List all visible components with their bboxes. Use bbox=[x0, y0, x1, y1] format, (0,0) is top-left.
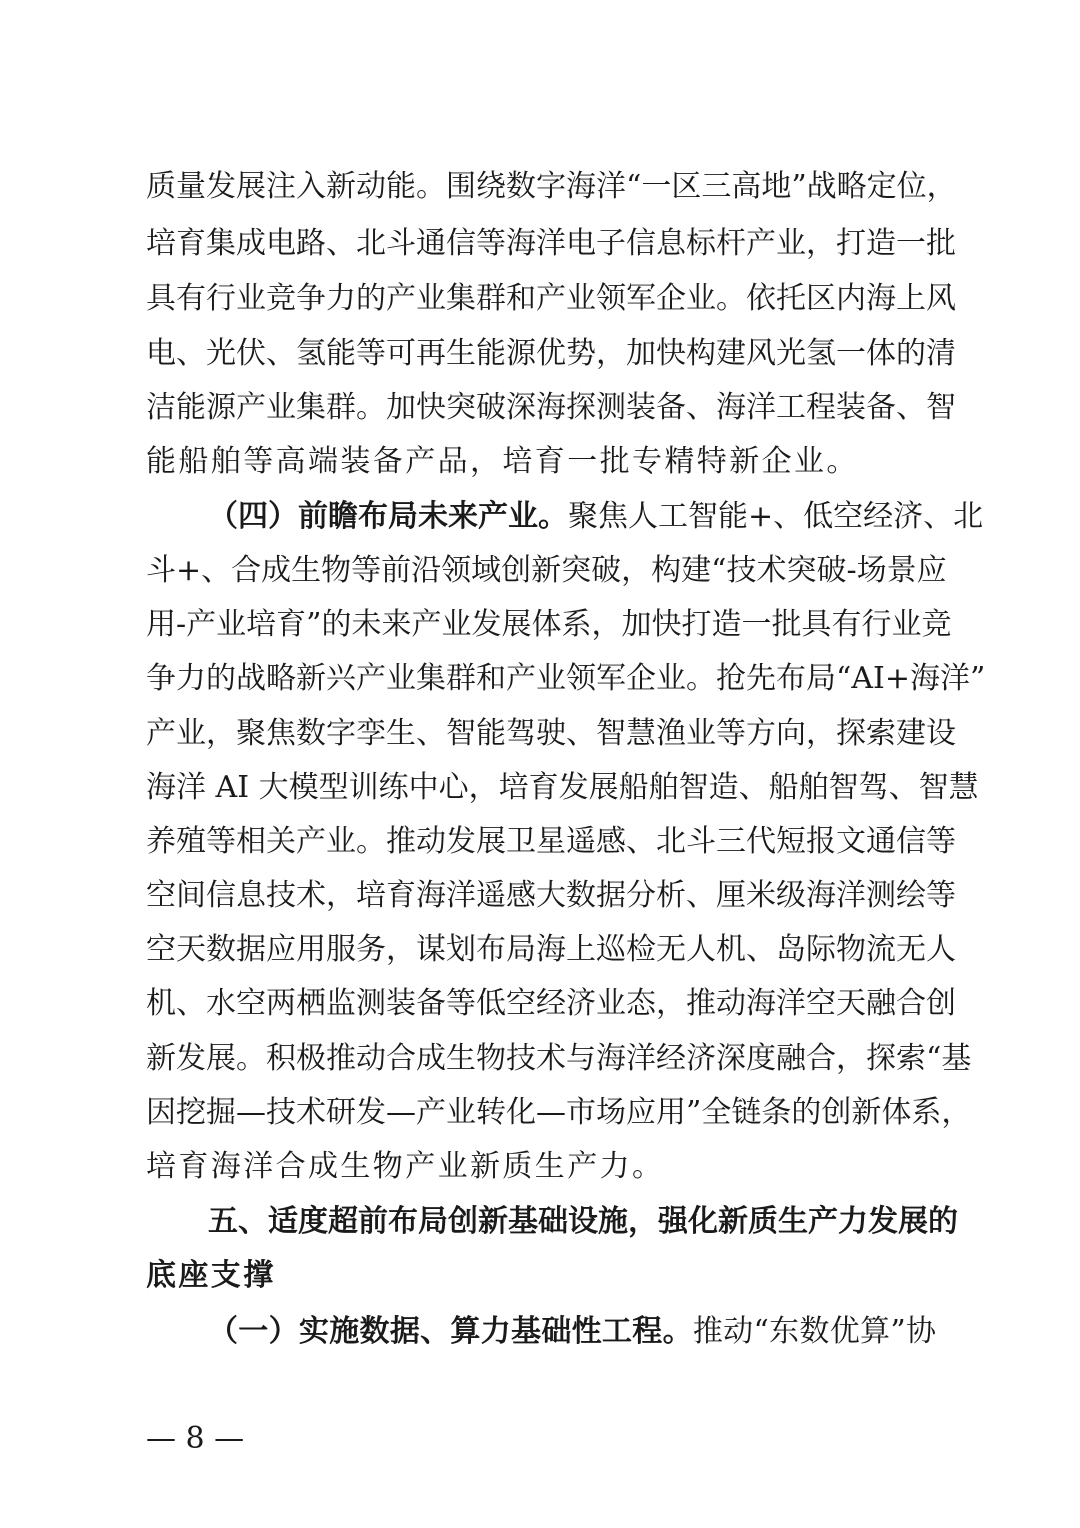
body-line: 质量发展注入新动能。围绕数字海洋“一区三高地”战略定位， bbox=[146, 169, 957, 204]
paragraph-4-first-line bbox=[208, 497, 984, 537]
page-number: — 8 — bbox=[146, 1421, 245, 1456]
body-line: 养殖等相关产业。推动发展卫星遥感、北斗三代短报文通信等 bbox=[146, 824, 956, 859]
body-line: 具有行业竞争力的产业集群和产业领军企业。依托区内海上风 bbox=[146, 281, 956, 316]
body-line: 新发展。积极推动合成生物技术与海洋经济深度融合，探索“基 bbox=[146, 1041, 972, 1076]
body-line: 因挖掘—技术研发—产业转化—市场应用”全链条的创新体系， bbox=[146, 1095, 972, 1130]
body-line: 产业，聚焦数字孪生、智能驾驶、智慧渔业等方向，探索建设 bbox=[146, 716, 956, 751]
body-line: 争力的战略新兴产业集群和产业领军企业。抢先布局“AI+海洋” bbox=[146, 661, 986, 696]
body-text: 聚焦人工智能+、低空经济、北 bbox=[568, 499, 984, 534]
body-line: 培育海洋合成生物产业新质生产力。 bbox=[146, 1149, 665, 1184]
paragraph-5-1-first-line bbox=[208, 1312, 936, 1352]
body-line: 能船舶等高端装备产品，培育一批专精特新企业。 bbox=[146, 444, 859, 479]
body-line: 空间信息技术，培育海洋遥感大数据分析、厘米级海洋测绘等 bbox=[146, 878, 956, 913]
body-line: 培育集成电路、北斗通信等海洋电子信息标杆产业，打造一批 bbox=[146, 226, 956, 261]
section-heading-line: 底座支撑 bbox=[146, 1258, 276, 1293]
body-line: 机、水空两栖监测装备等低空经济业态，推动海洋空天融合创 bbox=[146, 986, 956, 1021]
body-text: 推动“东数优算”协 bbox=[692, 1314, 936, 1349]
section-heading-line: 五、适度超前布局创新基础设施，强化新质生产力发展的 bbox=[208, 1204, 958, 1239]
body-line: 电、光伏、氢能等可再生能源优势，加快构建风光氢一体的清 bbox=[146, 336, 956, 371]
body-line: 海洋 AI 大模型训练中心，培育发展船舶智造、船舶智驾、智慧 bbox=[146, 770, 979, 805]
body-line: 空天数据应用服务，谋划布局海上巡检无人机、岛际物流无人 bbox=[146, 932, 956, 967]
body-line: 用-产业培育”的未来产业发展体系，加快打造一批具有行业竞 bbox=[146, 607, 952, 642]
subheading-4: （四）前瞻布局未来产业。 bbox=[208, 499, 568, 534]
subheading-5-1: （一）实施数据、算力基础性工程。 bbox=[208, 1314, 693, 1349]
body-line: 洁能源产业集群。加快突破深海探测装备、海洋工程装备、智 bbox=[146, 390, 956, 425]
body-line: 斗+、合成生物等前沿领域创新突破，构建“技术突破-场景应 bbox=[146, 553, 947, 588]
